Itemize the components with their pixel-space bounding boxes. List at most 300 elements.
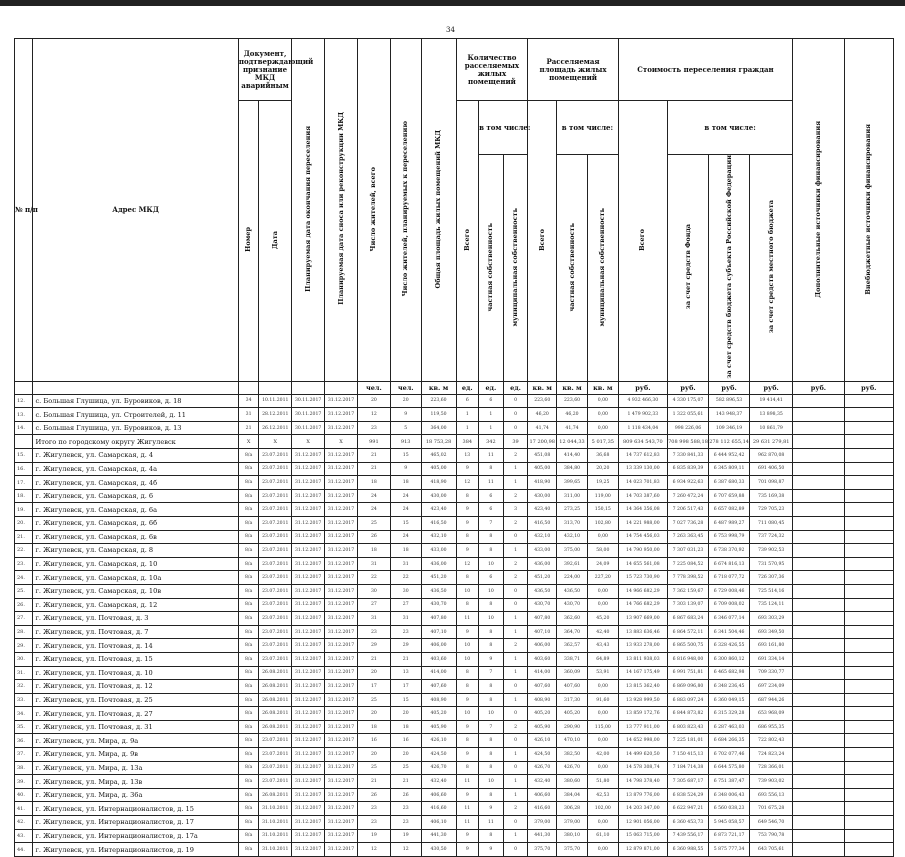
cell-v xyxy=(844,462,893,476)
cell-v xyxy=(844,625,893,639)
cell-f: 31.12.2017 xyxy=(325,571,358,585)
cell-g: 18 xyxy=(357,476,390,490)
cell-i: 430,70 xyxy=(421,598,456,612)
cell-n: 8/a xyxy=(238,530,259,544)
cell-j: 12 xyxy=(456,476,479,490)
header-document: Документ, подтверждающий признание МКД аварийным xyxy=(238,39,291,101)
cell-u xyxy=(793,516,844,530)
cell-no: 19. xyxy=(15,503,33,517)
cell-o: 224,00 xyxy=(557,571,588,585)
cell-n: 8/a xyxy=(238,449,259,463)
cell-q: 14 023 701,83 xyxy=(618,476,667,490)
cell-n: 8/a xyxy=(238,775,259,789)
cell-no: 33. xyxy=(15,693,33,707)
cell-v xyxy=(844,829,893,843)
cell-no: 29. xyxy=(15,639,33,653)
cell-e: 31.12.2017 xyxy=(292,503,325,517)
table-row xyxy=(15,720,894,734)
table-row xyxy=(15,775,894,789)
cell-e: 31.12.2017 xyxy=(292,666,325,680)
cell-s: 6 348 006,43 xyxy=(709,788,750,802)
cell-r: 1 322 055,61 xyxy=(667,408,708,422)
cell-p: 24,09 xyxy=(587,557,618,571)
cell-i: 414,00 xyxy=(421,666,456,680)
cell-r: 7 778 398,52 xyxy=(667,571,708,585)
cell-p: 115,00 xyxy=(587,720,618,734)
cell-j: 10 xyxy=(456,584,479,598)
cell-u xyxy=(793,449,844,463)
cell-n: 8/a xyxy=(238,571,259,585)
cell-e: 31.12.2017 xyxy=(292,652,325,666)
cell-j: 9 xyxy=(456,748,479,762)
cell-h: 23 xyxy=(390,816,421,830)
cell-h: 13 xyxy=(390,666,421,680)
cell-f: X xyxy=(325,435,358,449)
cell-n: 8/a xyxy=(238,748,259,762)
cell-e: 31.12.2017 xyxy=(292,544,325,558)
header-rooms-group: Количество расселяемых жилых помещений xyxy=(456,39,528,101)
cell-e: 31.12.2017 xyxy=(292,584,325,598)
cell-p: 42,00 xyxy=(587,748,618,762)
cell-h: 9 xyxy=(390,408,421,422)
cell-n: 8/a xyxy=(238,707,259,721)
cell-m: 451,20 xyxy=(528,571,557,585)
cell-q: 15 063 715,00 xyxy=(618,829,667,843)
cell-s: 6 702 077,46 xyxy=(709,748,750,762)
cell-s: 6 348 236,45 xyxy=(709,680,750,694)
cell-d: 31.10.2011 xyxy=(259,843,292,857)
cell-h: 21 xyxy=(390,652,421,666)
cell-e: 31.12.2017 xyxy=(292,761,325,775)
cell-n: 8/a xyxy=(238,802,259,816)
cell-l: 0 xyxy=(503,394,528,408)
cell-j: 9 xyxy=(456,693,479,707)
cell-r: 6 867 683,24 xyxy=(667,612,708,626)
cell-addr: г. Жигулевск, ул. Интернационалистов, д. 17 xyxy=(33,816,238,830)
cell-v xyxy=(844,476,893,490)
cell-n: 8/a xyxy=(238,639,259,653)
cell-addr: г. Жигулевск, ул. Мира, д. 13в xyxy=(33,775,238,789)
cell-i: 416,60 xyxy=(421,802,456,816)
cell-i: 364,00 xyxy=(421,421,456,435)
cell-f: 31.12.2017 xyxy=(325,530,358,544)
cell-g: 20 xyxy=(357,748,390,762)
cell-no: 16. xyxy=(15,462,33,476)
cell-p: 43,43 xyxy=(587,639,618,653)
cell-l: 0 xyxy=(503,707,528,721)
cell-h: 26 xyxy=(390,788,421,802)
cell-d: 28.12.2011 xyxy=(259,408,292,422)
cell-t: 735 169,38 xyxy=(750,489,793,503)
cell-n: 8/a xyxy=(238,557,259,571)
cell-no: 41. xyxy=(15,802,33,816)
table-row xyxy=(15,802,894,816)
cell-j: 8 xyxy=(456,530,479,544)
cell-l: 0 xyxy=(503,584,528,598)
cell-j: 9 xyxy=(456,516,479,530)
cell-l: 1 xyxy=(503,462,528,476)
cell-u xyxy=(793,584,844,598)
cell-s: 6 751 387,47 xyxy=(709,775,750,789)
cell-h: 27 xyxy=(390,598,421,612)
cell-t: 643 705,61 xyxy=(750,843,793,857)
cell-v xyxy=(844,408,893,422)
cell-f: 31.12.2017 xyxy=(325,462,358,476)
cell-k: 6 xyxy=(479,503,504,517)
header-cost-fund: за счет средств Фонда xyxy=(667,155,708,382)
cell-k: 8 xyxy=(479,462,504,476)
cell-addr: г. Жигулевск, ул. Почтовая, д. 3 xyxy=(33,612,238,626)
cell-r: 7 330 841,33 xyxy=(667,449,708,463)
cell-v xyxy=(844,489,893,503)
cell-i: 408,90 xyxy=(421,693,456,707)
header-total-area: Общая площадь жилых помещений МКД xyxy=(421,39,456,382)
table-row xyxy=(15,462,894,476)
cell-no: 12. xyxy=(15,394,33,408)
header-doc-date: Дата xyxy=(259,101,292,382)
cell-k: 9 xyxy=(479,802,504,816)
unit-cell: руб. xyxy=(750,381,793,394)
cell-j: 10 xyxy=(456,707,479,721)
cell-no: 36. xyxy=(15,734,33,748)
cell-d: 23.07.2011 xyxy=(259,544,292,558)
table-row xyxy=(15,693,894,707)
cell-j: 8 xyxy=(456,666,479,680)
cell-j: 6 xyxy=(456,394,479,408)
cell-d: 23.07.2011 xyxy=(259,516,292,530)
cell-s: 6 753 998,79 xyxy=(709,530,750,544)
cell-u xyxy=(793,652,844,666)
cell-o: 375,00 xyxy=(557,544,588,558)
cell-i: 406,60 xyxy=(421,788,456,802)
cell-no: 21. xyxy=(15,530,33,544)
cell-l: 0 xyxy=(503,680,528,694)
cell-s: 6 444 952,42 xyxy=(709,449,750,463)
header-extrabudget-sources: Внебюджетные источники финансирования xyxy=(844,39,893,382)
cell-m: 17 200,98 xyxy=(528,435,557,449)
cell-no: 43. xyxy=(15,829,33,843)
cell-l: 0 xyxy=(503,734,528,748)
cell-s: 6 487 989,27 xyxy=(709,516,750,530)
header-rooms-private: частная собственность xyxy=(479,155,504,382)
cell-d: 31.10.2011 xyxy=(259,829,292,843)
cell-o: 379,00 xyxy=(557,816,588,830)
cell-q: 13 928 999,50 xyxy=(618,693,667,707)
cell-d: 23.07.2011 xyxy=(259,557,292,571)
unit-cell xyxy=(292,381,325,394)
cell-l: 2 xyxy=(503,489,528,503)
cell-s: 6 560 038,23 xyxy=(709,802,750,816)
cell-h: 15 xyxy=(390,516,421,530)
cell-addr: г. Жигулевск, ул. Интернационалистов, д. 19 xyxy=(33,843,238,857)
unit-cell: руб. xyxy=(793,381,844,394)
cell-q: 809 634 543,70 xyxy=(618,435,667,449)
cell-i: 405,90 xyxy=(421,720,456,734)
cell-f: 31.12.2017 xyxy=(325,720,358,734)
cell-m: 405,90 xyxy=(528,720,557,734)
cell-addr: с. Большая Глушица, ул. Буровиков, д. 13 xyxy=(33,421,238,435)
cell-l: 0 xyxy=(503,843,528,857)
cell-t: 729 705,23 xyxy=(750,503,793,517)
table-row xyxy=(15,652,894,666)
cell-d: X xyxy=(259,435,292,449)
cell-q: 13 879 776,00 xyxy=(618,788,667,802)
cell-no: 14. xyxy=(15,421,33,435)
cell-m: 407,60 xyxy=(528,680,557,694)
cell-t: 722 802,43 xyxy=(750,734,793,748)
cell-g: 27 xyxy=(357,598,390,612)
cell-addr: г. Жигулевск, ул. Самарская, д. 4б xyxy=(33,476,238,490)
cell-d: 26.08.2011 xyxy=(259,788,292,802)
cell-g: 26 xyxy=(357,788,390,802)
cell-t: 701 098,87 xyxy=(750,476,793,490)
cell-p: 0,00 xyxy=(587,680,618,694)
cell-o: 12 044,33 xyxy=(557,435,588,449)
cell-i: 433,00 xyxy=(421,544,456,558)
cell-l: 0 xyxy=(503,761,528,775)
table-row xyxy=(15,571,894,585)
cell-l: 39 xyxy=(503,435,528,449)
cell-no: 38. xyxy=(15,761,33,775)
cell-s: 143 948,37 xyxy=(709,408,750,422)
cell-m: 375,70 xyxy=(528,843,557,857)
cell-u xyxy=(793,802,844,816)
unit-cell: руб. xyxy=(667,381,708,394)
cell-k: 7 xyxy=(479,666,504,680)
cell-r: 6 816 948,00 xyxy=(667,652,708,666)
cell-v xyxy=(844,693,893,707)
cell-f: 31.12.2017 xyxy=(325,761,358,775)
cell-h: 20 xyxy=(390,748,421,762)
cell-v xyxy=(844,544,893,558)
cell-i: 405,20 xyxy=(421,707,456,721)
cell-i: 430,00 xyxy=(421,489,456,503)
cell-j: 9 xyxy=(456,625,479,639)
cell-s: 6 346 077,14 xyxy=(709,612,750,626)
cell-u xyxy=(793,829,844,843)
cell-g: 20 xyxy=(357,707,390,721)
cell-d: 31.10.2011 xyxy=(259,816,292,830)
cell-t: 687 944,26 xyxy=(750,693,793,707)
cell-g: 18 xyxy=(357,544,390,558)
cell-u xyxy=(793,503,844,517)
cell-i: 416,50 xyxy=(421,516,456,530)
cell-d: 23.07.2011 xyxy=(259,612,292,626)
cell-p: 102,00 xyxy=(587,802,618,816)
unit-cell: кв. м xyxy=(587,381,618,394)
header-num: № п/п xyxy=(15,39,33,382)
header-area-group: Расселяемая площадь жилых помещений xyxy=(528,39,618,101)
cell-e: 31.12.2017 xyxy=(292,489,325,503)
cell-l: 0 xyxy=(503,598,528,612)
cell-k: 10 xyxy=(479,775,504,789)
cell-f: 31.12.2017 xyxy=(325,775,358,789)
cell-p: 45,20 xyxy=(587,612,618,626)
cell-v xyxy=(844,843,893,857)
cell-q: 14 499 620,50 xyxy=(618,748,667,762)
page-number: 34 xyxy=(446,26,455,34)
cell-u xyxy=(793,462,844,476)
cell-t: 725 514,16 xyxy=(750,584,793,598)
cell-u xyxy=(793,734,844,748)
header-rooms-municipal: муниципальная собственность xyxy=(503,155,528,382)
cell-o: 306,28 xyxy=(557,802,588,816)
cell-n: 31 xyxy=(238,408,259,422)
table-row xyxy=(15,761,894,775)
cell-d: 23.07.2011 xyxy=(259,449,292,463)
cell-l: 1 xyxy=(503,775,528,789)
cell-no: 34. xyxy=(15,707,33,721)
cell-e: 31.12.2017 xyxy=(292,720,325,734)
cell-v xyxy=(844,516,893,530)
cell-s: 6 315 329,28 xyxy=(709,707,750,721)
cell-d: 26.08.2011 xyxy=(259,680,292,694)
cell-j: 8 xyxy=(456,489,479,503)
cell-m: 416,60 xyxy=(528,802,557,816)
cell-s: 6 684 266,35 xyxy=(709,734,750,748)
cell-t: 739 902,53 xyxy=(750,544,793,558)
header-cost-local-budget: за счет средств местного бюджета xyxy=(750,155,793,382)
cell-r: 6 844 873,82 xyxy=(667,707,708,721)
cell-t: 693 556,13 xyxy=(750,788,793,802)
cell-v xyxy=(844,775,893,789)
cell-m: 406,60 xyxy=(528,788,557,802)
cell-f: 31.12.2017 xyxy=(325,788,358,802)
cell-k: 8 xyxy=(479,734,504,748)
cell-m: 379,00 xyxy=(528,816,557,830)
unit-cell: ед. xyxy=(456,381,479,394)
cell-k: 8 xyxy=(479,829,504,843)
cell-e: 31.12.2017 xyxy=(292,612,325,626)
cell-s: 109 346,19 xyxy=(709,421,750,435)
cell-u xyxy=(793,394,844,408)
cell-t: 711 080,45 xyxy=(750,516,793,530)
cell-h: 18 xyxy=(390,476,421,490)
cell-addr: г. Жигулевск, ул. Почтовая, д. 12 xyxy=(33,680,238,694)
cell-l: 1 xyxy=(503,693,528,707)
cell-o: 430,70 xyxy=(557,598,588,612)
cell-r: 6 838 524,29 xyxy=(667,788,708,802)
cell-d: 26.08.2011 xyxy=(259,666,292,680)
cell-l: 1 xyxy=(503,748,528,762)
cell-no: 15. xyxy=(15,449,33,463)
cell-n: 8/a xyxy=(238,829,259,843)
cell-u xyxy=(793,788,844,802)
cell-l: 2 xyxy=(503,802,528,816)
cell-s: 6 341 504,46 xyxy=(709,625,750,639)
cell-o: 380,10 xyxy=(557,829,588,843)
cell-no: 39. xyxy=(15,775,33,789)
cell-h: 24 xyxy=(390,489,421,503)
cell-r: 6 883 097,24 xyxy=(667,693,708,707)
cell-u xyxy=(793,720,844,734)
cell-t: 728 366,01 xyxy=(750,761,793,775)
cell-t: 693 349,50 xyxy=(750,625,793,639)
cell-addr: г. Жигулевск, ул. Самарская, д. 10в xyxy=(33,584,238,598)
cell-addr: г. Жигулевск, ул. Мира, д. 13а xyxy=(33,761,238,775)
cell-j: 8 xyxy=(456,734,479,748)
cell-l: 0 xyxy=(503,408,528,422)
header-area-including: в том числе: xyxy=(557,101,619,155)
cell-i: 424,50 xyxy=(421,748,456,762)
cell-t: 653 968,09 xyxy=(750,707,793,721)
cell-r: 7 206 517,43 xyxy=(667,503,708,517)
cell-r: 6 991 751,81 xyxy=(667,666,708,680)
cell-j: 8 xyxy=(456,680,479,694)
cell-p: 42,53 xyxy=(587,788,618,802)
cell-d: 23.07.2011 xyxy=(259,571,292,585)
cell-k: 8 xyxy=(479,693,504,707)
cell-q: 13 907 669,00 xyxy=(618,612,667,626)
unit-cell: руб. xyxy=(709,381,750,394)
cell-g: 24 xyxy=(357,503,390,517)
cell-v xyxy=(844,612,893,626)
cell-s: 6 465 682,98 xyxy=(709,666,750,680)
resettlement-table xyxy=(14,38,894,857)
cell-l: 1 xyxy=(503,612,528,626)
cell-t: 709 330,77 xyxy=(750,666,793,680)
cell-q: 13 933 278,00 xyxy=(618,639,667,653)
cell-j: 11 xyxy=(456,802,479,816)
cell-g: 25 xyxy=(357,693,390,707)
cell-n: 8/a xyxy=(238,816,259,830)
cell-j: 1 xyxy=(456,408,479,422)
cell-d: 23.07.2011 xyxy=(259,652,292,666)
cell-i: 405,00 xyxy=(421,462,456,476)
cell-q: 14 203 347,00 xyxy=(618,802,667,816)
cell-m: 407,10 xyxy=(528,625,557,639)
cell-addr: г. Жигулевск, ул. Почтовая, д. 15 xyxy=(33,652,238,666)
cell-m: 405,00 xyxy=(528,462,557,476)
cell-f: 31.12.2017 xyxy=(325,652,358,666)
cell-d: 23.07.2011 xyxy=(259,584,292,598)
cell-k: 9 xyxy=(479,843,504,857)
cell-addr: г. Жигулевск, ул. Самарская, д. 6а xyxy=(33,503,238,517)
cell-j: 8 xyxy=(456,571,479,585)
cell-o: 405,20 xyxy=(557,707,588,721)
table-row xyxy=(15,680,894,694)
cell-o: 375,70 xyxy=(557,843,588,857)
table-row xyxy=(15,557,894,571)
cell-d: 26.08.2011 xyxy=(259,707,292,721)
cell-v xyxy=(844,421,893,435)
header-cost-including: в том числе: xyxy=(667,101,792,155)
cell-addr: г. Жигулевск, ул. Самарская, д. 12 xyxy=(33,598,238,612)
cell-n: 8/a xyxy=(238,544,259,558)
cell-k: 10 xyxy=(479,707,504,721)
cell-i: 430,50 xyxy=(421,843,456,857)
cell-addr: г. Жигулевск, ул. Интернационалистов, д. 15 xyxy=(33,802,238,816)
cell-h: 12 xyxy=(390,843,421,857)
cell-p: 91,60 xyxy=(587,693,618,707)
cell-l: 1 xyxy=(503,788,528,802)
cell-f: 31.12.2017 xyxy=(325,408,358,422)
cell-p: 19,25 xyxy=(587,476,618,490)
cell-t: 10 861,79 xyxy=(750,421,793,435)
cell-l: 0 xyxy=(503,816,528,830)
unit-cell xyxy=(15,381,33,394)
cell-d: 23.07.2011 xyxy=(259,489,292,503)
cell-no: 27. xyxy=(15,612,33,626)
table-row xyxy=(15,816,894,830)
cell-v xyxy=(844,666,893,680)
cell-l: 0 xyxy=(503,530,528,544)
cell-n: 8/a xyxy=(238,680,259,694)
header-area-municipal: муниципальная собственность xyxy=(587,155,618,382)
cell-h: 16 xyxy=(390,734,421,748)
cell-e: 31.12.2017 xyxy=(292,816,325,830)
cell-i: 223,60 xyxy=(421,394,456,408)
